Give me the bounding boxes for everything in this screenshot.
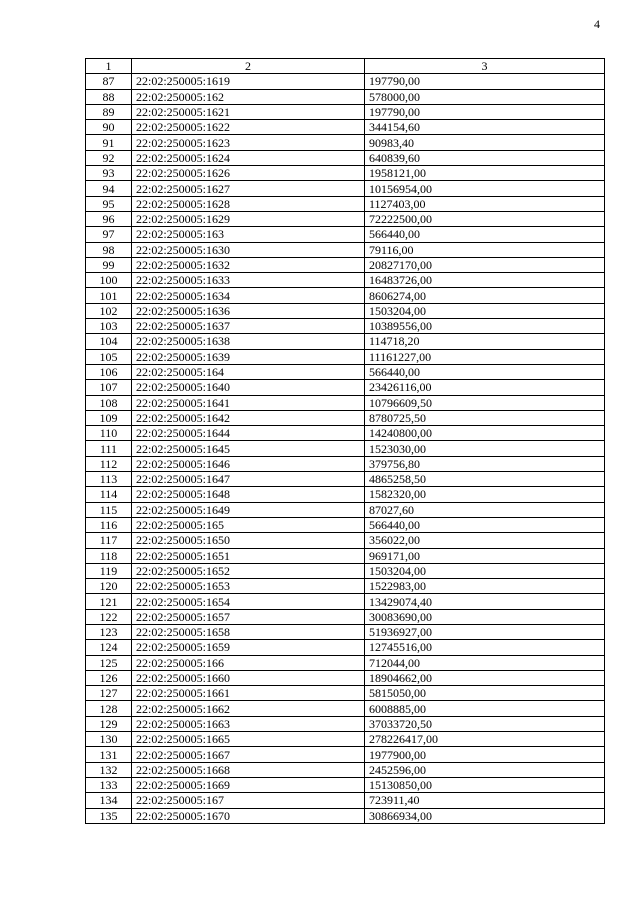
value-cell: 79116,00 [365, 242, 605, 257]
cadastral-number-cell: 22:02:250005:1652 [132, 563, 365, 578]
row-number-cell: 92 [86, 150, 132, 165]
value-cell: 72222500,00 [365, 211, 605, 226]
page-number: 4 [594, 17, 600, 31]
value-cell: 566440,00 [365, 364, 605, 379]
cadastral-number-cell: 22:02:250005:1641 [132, 395, 365, 410]
value-cell: 15130850,00 [365, 777, 605, 792]
cadastral-number-cell: 22:02:250005:1628 [132, 196, 365, 211]
cadastral-number-cell: 22:02:250005:1626 [132, 166, 365, 181]
value-cell: 344154,60 [365, 120, 605, 135]
cadastral-number-cell: 22:02:250005:163 [132, 227, 365, 242]
row-number-cell: 109 [86, 410, 132, 425]
row-number-cell: 130 [86, 732, 132, 747]
table-row [86, 793, 605, 808]
cadastral-number-cell: 22:02:250005:1657 [132, 609, 365, 624]
row-number-cell: 95 [86, 196, 132, 211]
row-number-cell: 91 [86, 135, 132, 150]
row-number-cell: 89 [86, 104, 132, 119]
table-row [86, 563, 605, 578]
value-cell: 23426116,00 [365, 380, 605, 395]
row-number-cell: 108 [86, 395, 132, 410]
cadastral-number-cell: 22:02:250005:1659 [132, 640, 365, 655]
row-number-cell: 98 [86, 242, 132, 257]
table-row [86, 517, 605, 532]
cadastral-number-cell: 22:02:250005:164 [132, 364, 365, 379]
table-row [86, 74, 605, 89]
table-row [86, 609, 605, 624]
row-number-cell: 134 [86, 793, 132, 808]
table-row [86, 257, 605, 272]
table-row [86, 808, 605, 823]
row-number-cell: 133 [86, 777, 132, 792]
table-row [86, 104, 605, 119]
row-number-cell: 105 [86, 349, 132, 364]
value-cell: 87027,60 [365, 502, 605, 517]
row-number-cell: 104 [86, 334, 132, 349]
cadastral-number-cell: 22:02:250005:1622 [132, 120, 365, 135]
value-cell: 10796609,50 [365, 395, 605, 410]
row-number-cell: 87 [86, 74, 132, 89]
row-number-cell: 112 [86, 456, 132, 471]
cadastral-number-cell: 22:02:250005:1650 [132, 533, 365, 548]
table-row [86, 150, 605, 165]
cadastral-number-cell: 22:02:250005:1661 [132, 686, 365, 701]
table-row [86, 426, 605, 441]
column-header-value: 3 [365, 59, 605, 74]
row-number-cell: 113 [86, 472, 132, 487]
row-number-cell: 119 [86, 563, 132, 578]
cadastral-number-cell: 22:02:250005:1662 [132, 701, 365, 716]
value-cell: 114718,20 [365, 334, 605, 349]
cadastral-number-cell: 22:02:250005:1630 [132, 242, 365, 257]
row-number-cell: 90 [86, 120, 132, 135]
cadastral-number-cell: 22:02:250005:1634 [132, 288, 365, 303]
row-number-cell: 115 [86, 502, 132, 517]
cadastral-number-cell: 22:02:250005:166 [132, 655, 365, 670]
table-row [86, 242, 605, 257]
value-cell: 356022,00 [365, 533, 605, 548]
row-number-cell: 125 [86, 655, 132, 670]
row-number-cell: 107 [86, 380, 132, 395]
row-number-cell: 124 [86, 640, 132, 655]
value-cell: 1503204,00 [365, 563, 605, 578]
cadastral-number-cell: 22:02:250005:1638 [132, 334, 365, 349]
value-cell: 30083690,00 [365, 609, 605, 624]
table-row [86, 456, 605, 471]
table-row [86, 686, 605, 701]
row-number-cell: 101 [86, 288, 132, 303]
table-row [86, 135, 605, 150]
value-cell: 197790,00 [365, 104, 605, 119]
value-cell: 51936927,00 [365, 624, 605, 639]
cadastral-number-cell: 22:02:250005:1637 [132, 319, 365, 334]
cadastral-number-cell: 22:02:250005:167 [132, 793, 365, 808]
table-row [86, 640, 605, 655]
table-row [86, 380, 605, 395]
table-row [86, 487, 605, 502]
value-cell: 1522983,00 [365, 579, 605, 594]
cadastral-number-cell: 22:02:250005:1629 [132, 211, 365, 226]
table-row [86, 89, 605, 104]
value-cell: 12745516,00 [365, 640, 605, 655]
cadastral-number-cell: 22:02:250005:165 [132, 517, 365, 532]
row-number-cell: 120 [86, 579, 132, 594]
row-number-cell: 100 [86, 273, 132, 288]
row-number-cell: 117 [86, 533, 132, 548]
value-cell: 1582320,00 [365, 487, 605, 502]
value-cell: 566440,00 [365, 517, 605, 532]
table-row [86, 533, 605, 548]
cadastral-number-cell: 22:02:250005:1648 [132, 487, 365, 502]
cadastral-number-cell: 22:02:250005:1646 [132, 456, 365, 471]
value-cell: 4865258,50 [365, 472, 605, 487]
value-cell: 90983,40 [365, 135, 605, 150]
table-row [86, 762, 605, 777]
cadastral-number-cell: 22:02:250005:1633 [132, 273, 365, 288]
table-row [86, 211, 605, 226]
row-number-cell: 96 [86, 211, 132, 226]
cadastral-number-cell: 22:02:250005:1621 [132, 104, 365, 119]
table-row [86, 777, 605, 792]
cadastral-number-cell: 22:02:250005:1654 [132, 594, 365, 609]
table-row [86, 349, 605, 364]
value-cell: 10389556,00 [365, 319, 605, 334]
row-number-cell: 97 [86, 227, 132, 242]
table-row [86, 472, 605, 487]
cadastral-number-cell: 22:02:250005:1636 [132, 303, 365, 318]
value-cell: 11161227,00 [365, 349, 605, 364]
row-number-cell: 131 [86, 747, 132, 762]
value-cell: 2452596,00 [365, 762, 605, 777]
cadastral-number-cell: 22:02:250005:1640 [132, 380, 365, 395]
table-row [86, 579, 605, 594]
table-row [86, 120, 605, 135]
cadastral-number-cell: 22:02:250005:1624 [132, 150, 365, 165]
row-number-cell: 88 [86, 89, 132, 104]
row-number-cell: 121 [86, 594, 132, 609]
table-row [86, 502, 605, 517]
cadastral-number-cell: 22:02:250005:1668 [132, 762, 365, 777]
row-number-cell: 132 [86, 762, 132, 777]
row-number-cell: 128 [86, 701, 132, 716]
table-row [86, 410, 605, 425]
row-number-cell: 116 [86, 517, 132, 532]
cadastral-number-cell: 22:02:250005:1660 [132, 670, 365, 685]
cadastral-number-cell: 22:02:250005:1632 [132, 257, 365, 272]
row-number-cell: 123 [86, 624, 132, 639]
table-row [86, 441, 605, 456]
value-cell: 1958121,00 [365, 166, 605, 181]
row-number-cell: 103 [86, 319, 132, 334]
cadastral-number-cell: 22:02:250005:1667 [132, 747, 365, 762]
cadastral-number-cell: 22:02:250005:1627 [132, 181, 365, 196]
table-row [86, 196, 605, 211]
value-cell: 16483726,00 [365, 273, 605, 288]
value-cell: 379756,80 [365, 456, 605, 471]
value-cell: 8606274,00 [365, 288, 605, 303]
value-cell: 278226417,00 [365, 732, 605, 747]
value-cell: 20827170,00 [365, 257, 605, 272]
table-row [86, 166, 605, 181]
table-row [86, 273, 605, 288]
cadastral-number-cell: 22:02:250005:1669 [132, 777, 365, 792]
value-cell: 30866934,00 [365, 808, 605, 823]
value-cell: 18904662,00 [365, 670, 605, 685]
table-row [86, 624, 605, 639]
value-cell: 1127403,00 [365, 196, 605, 211]
value-cell: 37033720,50 [365, 716, 605, 731]
table-row [86, 334, 605, 349]
row-number-cell: 127 [86, 686, 132, 701]
row-number-cell: 126 [86, 670, 132, 685]
table-header-row [86, 59, 605, 74]
row-number-cell: 106 [86, 364, 132, 379]
value-cell: 712044,00 [365, 655, 605, 670]
cadastral-number-cell: 22:02:250005:1658 [132, 624, 365, 639]
value-cell: 10156954,00 [365, 181, 605, 196]
table-row [86, 319, 605, 334]
value-cell: 197790,00 [365, 74, 605, 89]
cadastral-number-cell: 22:02:250005:1642 [132, 410, 365, 425]
row-number-cell: 94 [86, 181, 132, 196]
cadastral-value-table [85, 58, 605, 824]
cadastral-number-cell: 22:02:250005:1663 [132, 716, 365, 731]
value-cell: 723911,40 [365, 793, 605, 808]
cadastral-number-cell: 22:02:250005:1639 [132, 349, 365, 364]
cadastral-number-cell: 22:02:250005:1653 [132, 579, 365, 594]
row-number-cell: 135 [86, 808, 132, 823]
table-row [86, 747, 605, 762]
cadastral-number-cell: 22:02:250005:1623 [132, 135, 365, 150]
value-cell: 5815050,00 [365, 686, 605, 701]
value-cell: 1503204,00 [365, 303, 605, 318]
column-header-number: 1 [86, 59, 132, 74]
table-row [86, 288, 605, 303]
cadastral-number-cell: 22:02:250005:1644 [132, 426, 365, 441]
value-cell: 578000,00 [365, 89, 605, 104]
table-row [86, 701, 605, 716]
value-cell: 969171,00 [365, 548, 605, 563]
table-row [86, 395, 605, 410]
cadastral-number-cell: 22:02:250005:162 [132, 89, 365, 104]
cadastral-number-cell: 22:02:250005:1647 [132, 472, 365, 487]
value-cell: 1523030,00 [365, 441, 605, 456]
cadastral-number-cell: 22:02:250005:1665 [132, 732, 365, 747]
table-row [86, 716, 605, 731]
cadastral-number-cell: 22:02:250005:1645 [132, 441, 365, 456]
row-number-cell: 102 [86, 303, 132, 318]
value-cell: 14240800,00 [365, 426, 605, 441]
row-number-cell: 114 [86, 487, 132, 502]
table-row [86, 655, 605, 670]
row-number-cell: 111 [86, 441, 132, 456]
table-row [86, 303, 605, 318]
value-cell: 566440,00 [365, 227, 605, 242]
cadastral-number-cell: 22:02:250005:1670 [132, 808, 365, 823]
cadastral-number-cell: 22:02:250005:1651 [132, 548, 365, 563]
row-number-cell: 93 [86, 166, 132, 181]
table-row [86, 181, 605, 196]
table-row [86, 548, 605, 563]
table-row [86, 594, 605, 609]
cadastral-number-cell: 22:02:250005:1649 [132, 502, 365, 517]
value-cell: 13429074,40 [365, 594, 605, 609]
table-row [86, 227, 605, 242]
value-cell: 1977900,00 [365, 747, 605, 762]
cadastral-number-cell: 22:02:250005:1619 [132, 74, 365, 89]
column-header-cadastral-number: 2 [132, 59, 365, 74]
row-number-cell: 129 [86, 716, 132, 731]
value-cell: 8780725,50 [365, 410, 605, 425]
row-number-cell: 110 [86, 426, 132, 441]
row-number-cell: 99 [86, 257, 132, 272]
row-number-cell: 118 [86, 548, 132, 563]
table-row [86, 364, 605, 379]
table-row [86, 732, 605, 747]
value-cell: 640839,60 [365, 150, 605, 165]
table-row [86, 670, 605, 685]
value-cell: 6008885,00 [365, 701, 605, 716]
row-number-cell: 122 [86, 609, 132, 624]
